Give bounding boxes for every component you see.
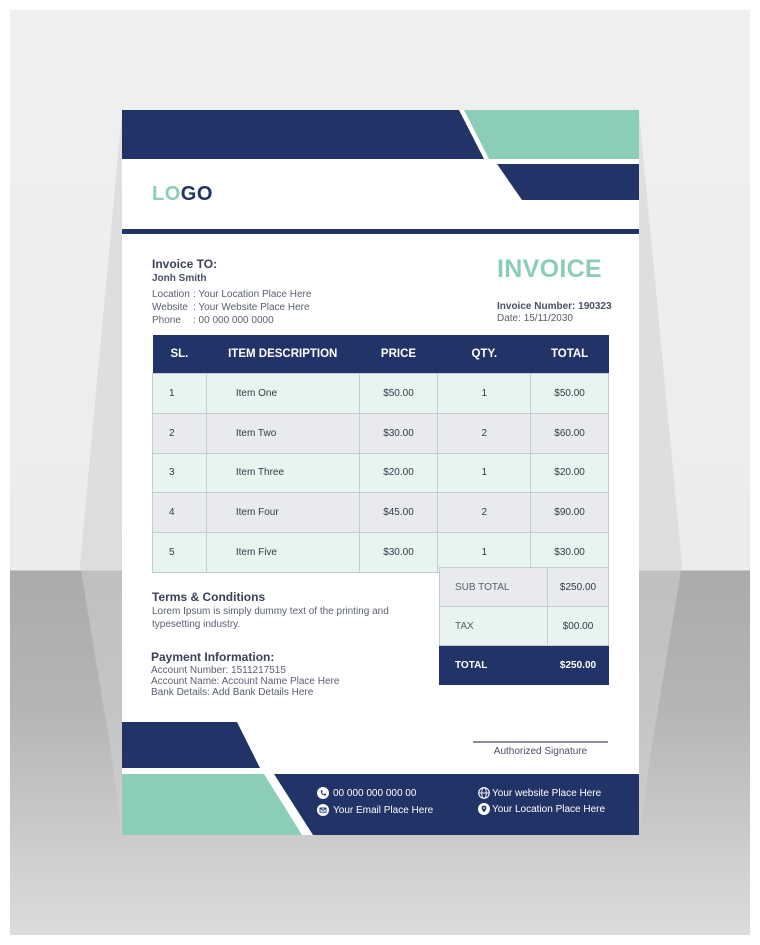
col-qty: QTY. — [438, 335, 531, 374]
table-row: 5 Item Five $30.00 1 $30.00 — [153, 533, 609, 573]
bill-to-heading: Invoice TO: — [152, 257, 218, 271]
footer-location: Your Location Place Here — [492, 804, 606, 815]
logo — [152, 183, 213, 206]
footer-decoration — [122, 710, 639, 835]
invoice-date: Date: 15/11/2030 — [497, 313, 573, 324]
invoice-sheet — [122, 110, 639, 835]
table-row: 1 Item One $50.00 1 $50.00 — [153, 374, 609, 414]
items-table-header — [153, 335, 609, 374]
bill-to-location: Location : Your Location Place Here — [152, 289, 312, 300]
signature-label: Authorized Signature — [493, 746, 588, 757]
table-row: 2 Item Two $30.00 2 $60.00 — [153, 413, 609, 453]
bill-to-phone: Phone : 00 000 000 0000 — [152, 315, 274, 326]
tax-row — [440, 607, 609, 646]
summary-table — [439, 567, 609, 685]
phone-icon — [317, 787, 329, 799]
logo-text-accent: LO — [152, 183, 181, 205]
bill-to-name: Jonh Smith — [152, 273, 207, 284]
footer-email: Your Email Place Here — [333, 805, 434, 816]
bill-to-website: Website : Your Website Place Here — [152, 302, 310, 313]
terms-heading: Terms & Conditions — [152, 590, 266, 604]
table-row: 4 Item Four $45.00 2 $90.00 — [153, 493, 609, 533]
payment-account-name: Account Name: Account Name Place Here — [151, 676, 340, 687]
col-sl: SL. — [153, 335, 207, 374]
mail-icon — [317, 804, 329, 816]
payment-bank-details: Bank Details: Add Bank Details Here — [151, 687, 314, 698]
subtotal-row — [440, 568, 609, 607]
location-pin-icon — [478, 803, 490, 815]
col-description: ITEM DESCRIPTION — [206, 335, 359, 374]
items-table — [152, 335, 609, 573]
invoice-title: INVOICE — [497, 255, 602, 283]
tax-label: TAX — [440, 607, 548, 646]
header-divider — [122, 229, 639, 234]
subtotal-label: SUB TOTAL — [440, 568, 548, 607]
terms-text: Lorem Ipsum is simply dummy text of the printing and typesetting industry. — [152, 606, 389, 630]
subtotal-value: $250.00 — [548, 568, 609, 607]
footer-website: Your website Place Here — [492, 788, 602, 799]
total-value: $250.00 — [548, 646, 609, 685]
globe-icon — [478, 787, 490, 799]
col-total: TOTAL — [531, 335, 609, 374]
invoice-number: Invoice Number: 190323 — [497, 301, 612, 312]
payment-account-number: Account Number: 1511217515 — [151, 665, 286, 676]
table-row: 3 Item Three $20.00 1 $20.00 — [153, 453, 609, 493]
logo-text-main: GO — [180, 183, 213, 205]
footer-phone: 00 000 000 000 00 — [333, 788, 417, 799]
total-row — [440, 646, 609, 685]
total-label: TOTAL — [440, 646, 548, 685]
tax-value: $00.00 — [548, 607, 609, 646]
payment-heading: Payment Information: — [151, 650, 275, 664]
col-price: PRICE — [359, 335, 438, 374]
